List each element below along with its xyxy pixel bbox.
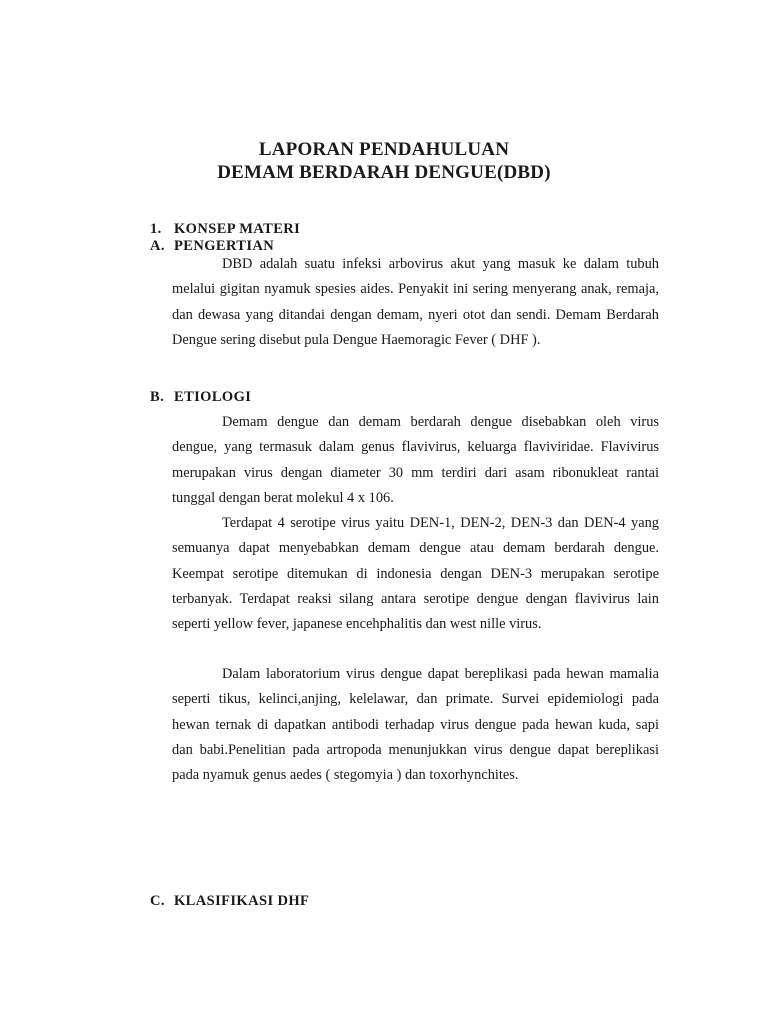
etiologi-paragraph-2: Terdapat 4 serotipe virus yaitu DEN-1, DEN-2, DEN-3 dan DEN-4 yang semuanya dapat menyebabkan demam dengue atau demam berdarah dengue. Keempat serotipe ditemukan di indonesia dengan DEN-3 merupakan serotipe terbanyak. Terdapat reaksi silang antara serotipe dengue dengan flavivirus lain seperti yellow fever, japanese encehphalitis dan west nille virus. [172, 515, 659, 633]
section-a-letter: A. [150, 238, 165, 254]
pengertian-paragraph: DBD adalah suatu infeksi arbovirus akut yang masuk ke dalam tubuh melalui gigitan nyamuk spesies aides. Penyakit ini sering menyerang anak, remaja, dan dewasa yang ditandai dengan demam, nyeri otot dan sendi. Demam Berdarah Dengue sering disebut pula Dengue Haemoragic Fever ( DHF ). [172, 256, 659, 348]
section-c-letter: C. [150, 893, 165, 909]
section-1-heading [150, 221, 300, 238]
section-1-number: 1. [150, 221, 162, 237]
section-c-heading [150, 893, 309, 910]
etiologi-paragraph-3: Dalam laboratorium virus dengue dapat bereplikasi pada hewan mamalia seperti tikus, kelinci,anjing, kelelawar, dan primate. Survei epidemiologi pada hewan ternak di dapatkan antibodi terhadap virus dengue pada hewan kuda, sapi dan babi.Penelitian pada artropoda menunjukkan virus dengue dapat bereplikasi pada nyamuk genus aedes ( stegomyia ) dan toxorhynchites. [172, 666, 659, 784]
section-b-heading [150, 389, 251, 406]
section-b-label: ETIOLOGI [174, 389, 252, 405]
document-title-line1: LAPORAN PENDAHULUAN [258, 139, 510, 160]
section-a-label: PENGERTIAN [174, 238, 275, 254]
section-b-letter: B. [150, 389, 165, 405]
section-c-label: KLASIFIKASI DHF [174, 893, 310, 909]
document-title-line2: DEMAM BERDARAH DENGUE(DBD) [217, 162, 551, 183]
etiologi-paragraph-1: Demam dengue dan demam berdarah dengue disebabkan oleh virus dengue, yang termasuk dalam genus flavivirus, keluarga flaviviridae. Flavivirus merupakan virus dengan diameter 30 mm terdiri dari asam ribonukleat rantai tunggal dengan berat molekul 4 x 106. [172, 414, 659, 506]
section-1-label: KONSEP MATERI [174, 221, 301, 237]
